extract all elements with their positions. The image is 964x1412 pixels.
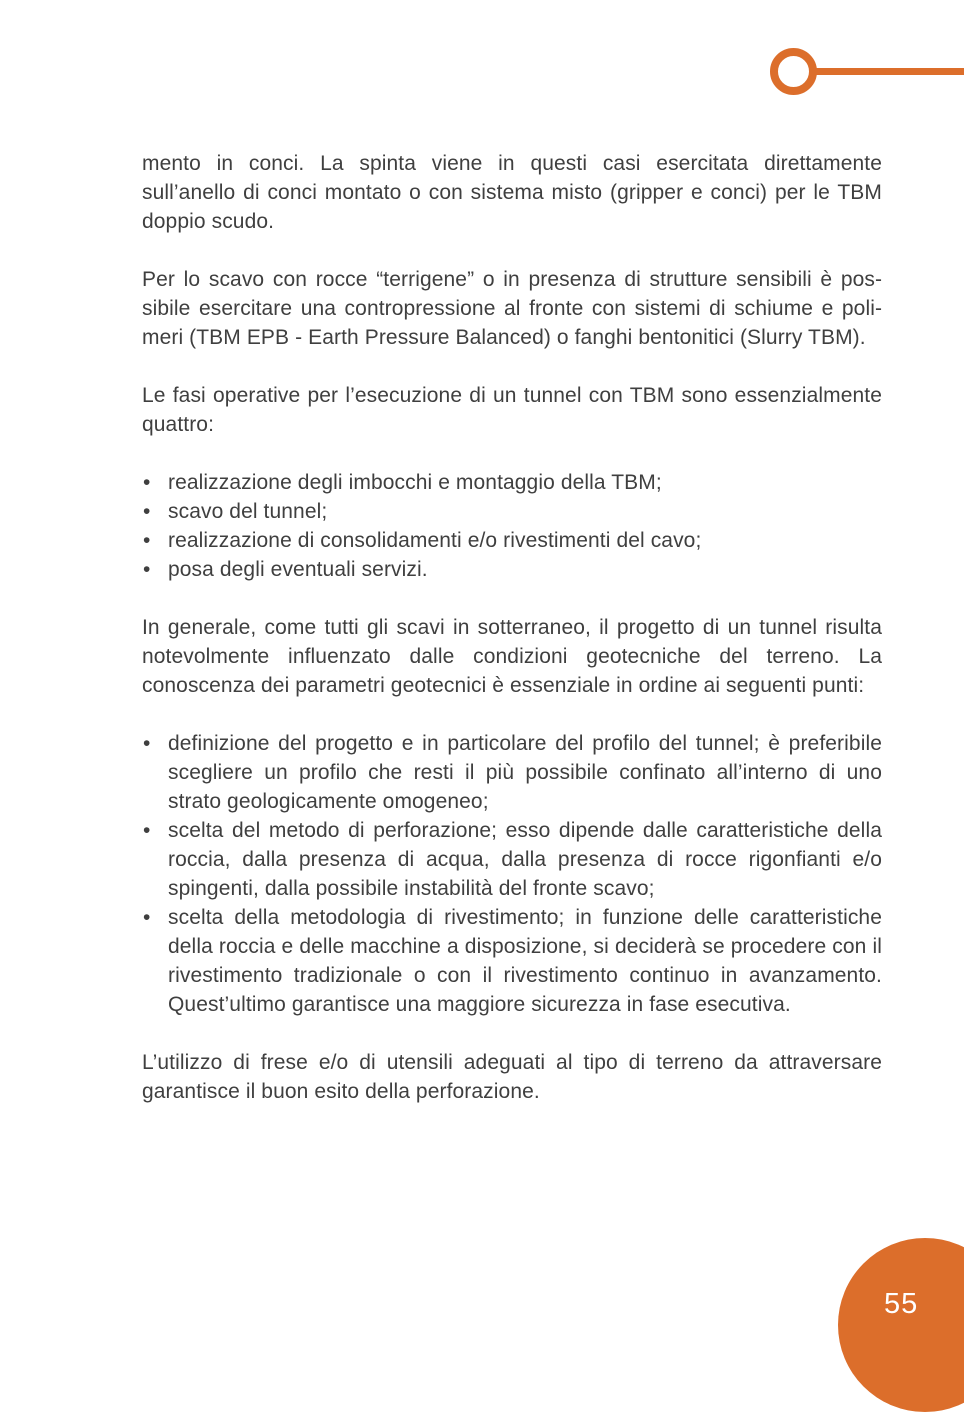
page-number-badge bbox=[838, 1238, 964, 1412]
list-item: • scelta della metodologia di rivestimento; in funzione delle caratteristiche della roccia e delle macchine a disposizione, si deciderà se procedere con il rivestimento tradizionale o con il rivestimento continuo in avanzamento. Quest’ultimo garantisce una maggiore sicurezza in fase esecutiva. bbox=[142, 903, 882, 1019]
bullet-list-criteria bbox=[142, 729, 882, 1019]
list-item: • realizzazione di consolidamenti e/o rivestimenti del cavo; bbox=[142, 526, 882, 555]
header-rule-line bbox=[815, 68, 964, 75]
list-item: • definizione del progetto e in particolare del profilo del tunnel; è preferibile scegliere un profilo che resti il più possibile confinato all’interno di uno strato geologicamente omogeneo; bbox=[142, 729, 882, 816]
bullet-list-phases bbox=[142, 468, 882, 584]
ring-ornament-icon bbox=[770, 48, 817, 95]
list-item: • posa degli eventuali servizi. bbox=[142, 555, 882, 584]
list-item: • realizzazione degli imbocchi e montaggio della TBM; bbox=[142, 468, 882, 497]
page-number: 55 bbox=[884, 1288, 919, 1320]
paragraph-condizioni-geotecniche: In generale, come tutti gli scavi in sotterraneo, il progetto di un tunnel risulta notevolmente influenzato dalle condizioni geotecniche del terreno. La conoscenza dei parametri geotecnici è essenziale in ordine ai seguenti punti: bbox=[142, 616, 882, 697]
list-item: • scelta del metodo di perforazione; esso dipende dalle caratteristiche della roccia, dalla presenza di acqua, dalla presenza di rocce rigonfianti e/o spingenti, dalla possibile instabilità del fronte scavo; bbox=[142, 816, 882, 903]
page-body bbox=[142, 149, 882, 1135]
paragraph-fasi-operative: Le fasi operative per l’esecuzione di un tunnel con TBM sono essenzialmente quattro: bbox=[142, 384, 882, 436]
paragraph-scavo-terrigene: Per lo scavo con rocce “terrigene” o in presenza di strutture sensibili è possibile esercitare una contropressione al fronte con sistemi di schiume e polimeri (TBM EPB - Earth Pressure Balanced) o fanghi bentonitici (Slurry TBM). bbox=[142, 268, 882, 349]
list-item: • scavo del tunnel; bbox=[142, 497, 882, 526]
paragraph-utilizzo-frese: L’utilizzo di frese e/o di utensili adeguati al tipo di terreno da attraversare garantisce il buon esito della perforazione. bbox=[142, 1051, 882, 1103]
paragraph-continuation: mento in conci. La spinta viene in questi casi esercitata direttamente sull’anello di conci montato o con sistema misto (gripper e conci) per le TBM doppio scudo. bbox=[142, 152, 882, 233]
